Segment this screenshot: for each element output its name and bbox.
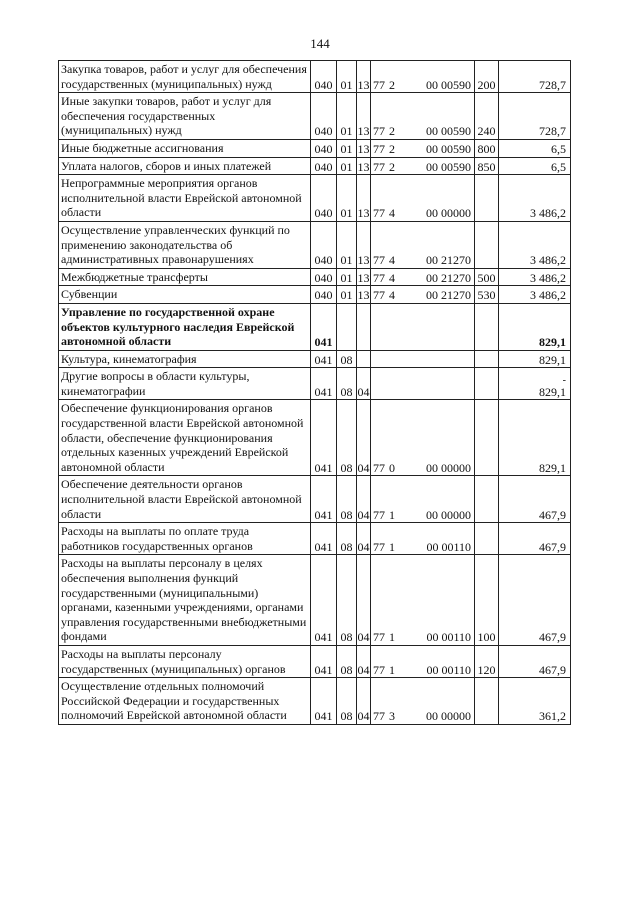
row-name-cell — [59, 350, 311, 368]
ved-code: 041 — [311, 368, 337, 400]
rz-code: 01 — [337, 139, 357, 157]
rz-code: 08 — [337, 400, 357, 476]
csr-part-n: 00 00000 — [426, 460, 471, 475]
amount: 829,1 — [539, 460, 566, 475]
amount: 3 486,2 — [530, 253, 566, 268]
amount-cell — [499, 368, 571, 400]
row-name-cell — [59, 221, 311, 268]
row-name-cell — [59, 139, 311, 157]
pr-code: 13 — [357, 139, 371, 157]
amount: 467,9 — [539, 630, 566, 645]
csr-part-n: 00 00110 — [426, 662, 471, 677]
vr-code: 100 — [475, 555, 499, 646]
csr-part-s: 4 — [389, 253, 395, 268]
csr-code — [371, 555, 475, 646]
csr-part-s: 2 — [389, 77, 395, 92]
row-name: Закупка товаров, работ и услуг для обеспечения государственных (муниципальных) нужд — [61, 62, 307, 91]
amount: 6,5 — [551, 141, 566, 156]
amount-cell — [499, 61, 571, 93]
vr-code — [475, 523, 499, 555]
csr-code — [371, 368, 475, 400]
table-row — [59, 157, 571, 175]
amount: 3 486,2 — [530, 288, 566, 303]
amount-cell — [499, 268, 571, 286]
csr-code — [371, 221, 475, 268]
row-name: Обеспечение функционирования органов государственной власти Еврейской автономной области, обеспечение функционирования отдельных казенных учреждений Еврейской автономной области — [61, 401, 304, 474]
table-row — [59, 93, 571, 140]
row-name: Культура, кинематография — [61, 351, 197, 366]
amount: 829,1 — [539, 384, 566, 399]
rz-code — [337, 303, 357, 350]
csr-part-n: 00 21270 — [426, 270, 471, 285]
amount-cell — [499, 645, 571, 677]
csr-part-n: 00 00590 — [426, 159, 471, 174]
rz-code: 01 — [337, 175, 357, 222]
csr-part-n: 00 00000 — [426, 709, 471, 724]
csr-code — [371, 400, 475, 476]
ved-code: 040 — [311, 221, 337, 268]
vr-code — [475, 678, 499, 725]
csr-part-s: 1 — [389, 662, 395, 677]
csr-part-p: 77 — [373, 141, 385, 156]
csr-part-n: 00 00000 — [426, 206, 471, 221]
csr-code — [371, 678, 475, 725]
row-name: Межбюджетные трансферты — [61, 269, 208, 284]
amount: 829,1 — [539, 335, 566, 350]
amount: 728,7 — [539, 77, 566, 92]
csr-code — [371, 350, 475, 368]
pr-code: 13 — [357, 268, 371, 286]
row-name-cell — [59, 400, 311, 476]
csr-code — [371, 476, 475, 523]
row-name-cell — [59, 157, 311, 175]
rz-code: 01 — [337, 157, 357, 175]
pr-code: 13 — [357, 93, 371, 140]
csr-code — [371, 139, 475, 157]
ved-code: 040 — [311, 157, 337, 175]
vr-code: 120 — [475, 645, 499, 677]
pr-code: 13 — [357, 175, 371, 222]
rz-code: 01 — [337, 93, 357, 140]
ved-code: 040 — [311, 139, 337, 157]
csr-code — [371, 523, 475, 555]
csr-part-s: 3 — [389, 709, 395, 724]
csr-part-n: 00 00590 — [426, 77, 471, 92]
row-name: Непрограммные мероприятия органов исполнительной власти Еврейской автономной области — [61, 176, 302, 220]
amount: 6,5 — [551, 159, 566, 174]
row-name-cell — [59, 368, 311, 400]
vr-code: 850 — [475, 157, 499, 175]
row-name: Другие вопросы в области культуры, кинематографии — [61, 369, 250, 398]
csr-part-s: 1 — [389, 630, 395, 645]
amount: 728,7 — [539, 124, 566, 139]
row-name-cell — [59, 645, 311, 677]
vr-code — [475, 221, 499, 268]
csr-code — [371, 303, 475, 350]
pr-code: 13 — [357, 221, 371, 268]
csr-part-p: 77 — [373, 124, 385, 139]
ved-code: 040 — [311, 268, 337, 286]
csr-part-p: 77 — [373, 709, 385, 724]
rz-code: 08 — [337, 555, 357, 646]
row-name-cell — [59, 93, 311, 140]
csr-code — [371, 93, 475, 140]
rz-code: 01 — [337, 221, 357, 268]
table-row — [59, 678, 571, 725]
amount-cell — [499, 678, 571, 725]
row-name-cell — [59, 555, 311, 646]
csr-part-s: 4 — [389, 288, 395, 303]
vr-code — [475, 400, 499, 476]
table-row — [59, 61, 571, 93]
csr-part-n: 00 00110 — [426, 539, 471, 554]
ved-code: 041 — [311, 645, 337, 677]
table-row — [59, 268, 571, 286]
ved-code: 041 — [311, 555, 337, 646]
rz-code: 08 — [337, 476, 357, 523]
amount: 361,2 — [539, 709, 566, 724]
csr-part-n: 00 00590 — [426, 124, 471, 139]
csr-code — [371, 157, 475, 175]
vr-code — [475, 175, 499, 222]
amount-cell — [499, 286, 571, 304]
amount: 467,9 — [539, 662, 566, 677]
table-row — [59, 476, 571, 523]
table-row — [59, 400, 571, 476]
table-row — [59, 303, 571, 350]
row-name: Осуществление отдельных полномочий Российской Федерации и государственных полномочий Еврейской автономной области — [61, 679, 287, 723]
table-row — [59, 175, 571, 222]
csr-part-p: 77 — [373, 270, 385, 285]
amount-cell — [499, 175, 571, 222]
rz-code: 01 — [337, 286, 357, 304]
amount-cell — [499, 523, 571, 555]
ved-code: 041 — [311, 476, 337, 523]
amount-cell — [499, 157, 571, 175]
pr-code: 13 — [357, 286, 371, 304]
row-name: Уплата налогов, сборов и иных платежей — [61, 158, 272, 173]
csr-part-n: 00 00000 — [426, 507, 471, 522]
csr-part-n: 00 00590 — [426, 141, 471, 156]
row-name: Расходы на выплаты по оплате труда работников государственных органов — [61, 524, 253, 553]
csr-part-n: 00 21270 — [426, 288, 471, 303]
ved-code: 040 — [311, 93, 337, 140]
pr-code: 04 — [357, 555, 371, 646]
table-row — [59, 555, 571, 646]
ved-code: 041 — [311, 400, 337, 476]
csr-part-p: 77 — [373, 539, 385, 554]
csr-code — [371, 645, 475, 677]
ved-code: 041 — [311, 350, 337, 368]
csr-part-s: 0 — [389, 460, 395, 475]
amount-cell — [499, 139, 571, 157]
csr-part-p: 77 — [373, 662, 385, 677]
amount: 3 486,2 — [530, 270, 566, 285]
budget-table — [58, 60, 571, 725]
ved-code: 041 — [311, 303, 337, 350]
row-name-cell — [59, 61, 311, 93]
amount-cell — [499, 555, 571, 646]
amount-cell — [499, 476, 571, 523]
vr-code — [475, 368, 499, 400]
budget-table-body — [59, 61, 571, 725]
vr-code: 500 — [475, 268, 499, 286]
rz-code: 08 — [337, 368, 357, 400]
table-row — [59, 286, 571, 304]
amount-cell — [499, 221, 571, 268]
csr-part-p: 77 — [373, 253, 385, 268]
rz-code: 01 — [337, 268, 357, 286]
csr-part-s: 2 — [389, 159, 395, 174]
row-name-cell — [59, 523, 311, 555]
table-row — [59, 645, 571, 677]
ved-code: 040 — [311, 175, 337, 222]
row-name: Управление по государственной охране объектов культурного наследия Еврейской автономной области — [61, 304, 295, 349]
amount-cell — [499, 93, 571, 140]
csr-part-p: 77 — [373, 507, 385, 522]
rz-code: 08 — [337, 678, 357, 725]
table-row — [59, 523, 571, 555]
amount-cell — [499, 350, 571, 368]
csr-part-p: 77 — [373, 630, 385, 645]
pr-code: 04 — [357, 368, 371, 400]
csr-part-s: 2 — [389, 141, 395, 156]
row-name: Обеспечение деятельности органов исполнительной власти Еврейской автономной области — [61, 477, 302, 521]
amount: 467,9 — [539, 507, 566, 522]
rz-code: 01 — [337, 61, 357, 93]
row-name-cell — [59, 678, 311, 725]
ved-code: 040 — [311, 61, 337, 93]
csr-part-n: 00 00110 — [426, 630, 471, 645]
row-name-cell — [59, 268, 311, 286]
csr-part-s: 1 — [389, 507, 395, 522]
csr-part-p: 77 — [373, 206, 385, 221]
csr-part-n: 00 21270 — [426, 253, 471, 268]
amount-cell — [499, 400, 571, 476]
pr-code — [357, 303, 371, 350]
ved-code: 040 — [311, 286, 337, 304]
amount: 3 486,2 — [530, 206, 566, 221]
rz-code: 08 — [337, 645, 357, 677]
table-row — [59, 221, 571, 268]
csr-code — [371, 175, 475, 222]
csr-code — [371, 286, 475, 304]
ved-code: 041 — [311, 523, 337, 555]
amount: 467,9 — [539, 539, 566, 554]
pr-code: 04 — [357, 476, 371, 523]
pr-code: 13 — [357, 157, 371, 175]
vr-code: 800 — [475, 139, 499, 157]
pr-code: 04 — [357, 645, 371, 677]
row-name-cell — [59, 476, 311, 523]
ved-code: 041 — [311, 678, 337, 725]
table-row — [59, 368, 571, 400]
csr-part-s: 1 — [389, 539, 395, 554]
vr-code: 530 — [475, 286, 499, 304]
vr-code: 240 — [475, 93, 499, 140]
vr-code: 200 — [475, 61, 499, 93]
row-name: Субвенции — [61, 287, 118, 302]
csr-part-s: 2 — [389, 124, 395, 139]
csr-part-s: 4 — [389, 206, 395, 221]
row-name-cell — [59, 286, 311, 304]
vr-code — [475, 476, 499, 523]
rz-code: 08 — [337, 523, 357, 555]
table-row — [59, 350, 571, 368]
row-name: Расходы на выплаты персоналу государственных (муниципальных) органов — [61, 646, 286, 676]
row-name: Расходы на выплаты персоналу в целях обеспечения выполнения функций государственными (муниципальными) органами, казенными учреждениями, органами управления государственными внебюджетными фондами — [61, 556, 307, 644]
vr-code — [475, 303, 499, 350]
amount-note: - — [562, 374, 566, 386]
amount-cell — [499, 303, 571, 350]
row-name: Осуществление управленческих функций по применению законодательства об административных правонарушениях — [61, 222, 290, 267]
page-number: 144 — [310, 36, 330, 51]
rz-code: 08 — [337, 350, 357, 368]
csr-part-p: 77 — [373, 460, 385, 475]
row-name-cell — [59, 303, 311, 350]
pr-code — [357, 350, 371, 368]
csr-part-p: 77 — [373, 288, 385, 303]
pr-code: 04 — [357, 400, 371, 476]
row-name: Иные бюджетные ассигнования — [61, 140, 224, 155]
row-name: Иные закупки товаров, работ и услуг для обеспечения государственных (муниципальных) нужд — [61, 94, 272, 138]
table-row — [59, 139, 571, 157]
amount: 829,1 — [539, 352, 566, 367]
csr-part-p: 77 — [373, 159, 385, 174]
vr-code — [475, 350, 499, 368]
csr-part-s: 4 — [389, 270, 395, 285]
csr-code — [371, 61, 475, 93]
csr-part-p: 77 — [373, 77, 385, 92]
csr-code — [371, 268, 475, 286]
row-name-cell — [59, 175, 311, 222]
pr-code: 13 — [357, 61, 371, 93]
pr-code: 04 — [357, 678, 371, 725]
pr-code: 04 — [357, 523, 371, 555]
